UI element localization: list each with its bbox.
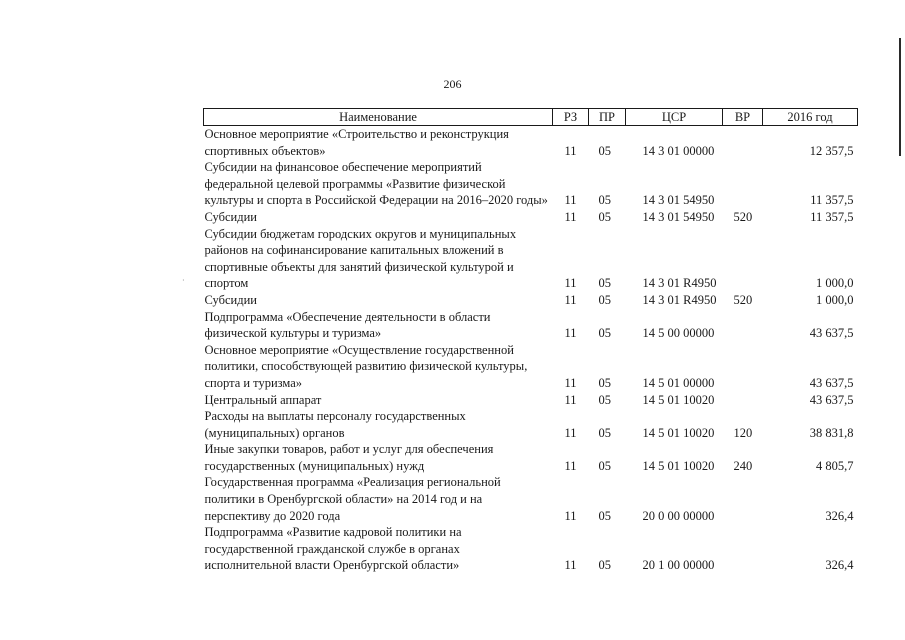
row-csr: 14 5 01 10020 [642, 392, 715, 407]
row-amount: 38 831,8 [809, 425, 854, 440]
budget-table [203, 108, 858, 574]
row-amount: 326,4 [825, 558, 854, 573]
table-row [204, 524, 858, 574]
row-amount: 43 637,5 [809, 375, 854, 390]
row-amount: 43 637,5 [809, 326, 854, 341]
row-vr [723, 342, 763, 392]
header-name: Наименование [204, 109, 553, 126]
header-rz: РЗ [553, 109, 589, 126]
row-pr: 05 [598, 458, 611, 473]
row-rz: 11 [564, 193, 577, 208]
table-header-row [204, 109, 858, 126]
row-vr: 520 [733, 292, 753, 307]
row-rz: 11 [564, 558, 577, 573]
row-amount: 1 000,0 [816, 276, 854, 291]
row-csr: 14 5 00 00000 [642, 326, 715, 341]
row-pr: 05 [598, 392, 611, 407]
row-amount: 4 805,7 [816, 458, 854, 473]
row-rz: 11 [564, 458, 577, 473]
table-row [204, 226, 858, 292]
row-pr: 05 [598, 425, 611, 440]
row-pr: 05 [598, 193, 611, 208]
row-csr: 14 5 01 00000 [642, 375, 715, 390]
row-pr: 05 [598, 326, 611, 341]
scan-speck: · [182, 276, 185, 285]
row-csr: 14 3 01 R4950 [642, 276, 717, 291]
row-csr: 14 3 01 54950 [642, 209, 715, 224]
row-vr [723, 126, 763, 160]
row-rz: 11 [564, 425, 577, 440]
row-csr: 20 0 00 00000 [642, 508, 715, 523]
table-row [204, 209, 858, 226]
row-rz: 11 [564, 143, 577, 158]
row-pr: 05 [598, 143, 611, 158]
row-vr [723, 392, 763, 409]
row-pr: 05 [598, 209, 611, 224]
table-row [204, 292, 858, 309]
row-vr [723, 226, 763, 292]
row-csr: 14 5 01 10020 [642, 425, 715, 440]
row-name: Государственная программа «Реализация региональной политики в Оренбургской области» на 2014 год и на перспективу до 2020 года [204, 475, 501, 523]
row-rz: 11 [564, 508, 577, 523]
table-row [204, 342, 858, 392]
row-name: Основное мероприятие «Осуществление государственной политики, способствующей развитию физической культуры, спорта и туризма» [204, 342, 528, 390]
table-row [204, 474, 858, 524]
row-vr: 520 [733, 209, 753, 224]
row-pr: 05 [598, 292, 611, 307]
row-pr: 05 [598, 558, 611, 573]
row-name: Субсидии на финансовое обеспечение мероприятий федеральной целевой программы «Развитие физической культуры и спорта в Российской Федерации на 2016–2020 годы» [204, 160, 548, 208]
row-amount: 43 637,5 [809, 392, 854, 407]
row-pr: 05 [598, 276, 611, 291]
row-vr [723, 159, 763, 209]
table-row [204, 159, 858, 209]
row-name: Центральный аппарат [204, 392, 322, 407]
row-rz: 11 [564, 392, 577, 407]
row-vr [723, 524, 763, 574]
row-rz: 11 [564, 326, 577, 341]
row-csr: 14 5 01 10020 [642, 458, 715, 473]
header-year: 2016 год [763, 109, 858, 126]
header-pr: ПР [589, 109, 626, 126]
row-amount: 11 357,5 [810, 209, 854, 224]
row-name: Субсидии бюджетам городских округов и муниципальных районов на софинансирование капитальных вложений в спортивные объекты для занятий физической культурой и спортом [204, 226, 517, 291]
table-row [204, 408, 858, 441]
row-name: Субсидии [204, 292, 257, 307]
row-name: Основное мероприятие «Строительство и реконструкция спортивных объектов» [204, 127, 509, 158]
table-row [204, 309, 858, 342]
scan-edge-mark [899, 38, 901, 156]
row-vr [723, 474, 763, 524]
row-vr [723, 309, 763, 342]
header-csr: ЦСР [626, 109, 723, 126]
row-name: Субсидии [204, 209, 257, 224]
row-amount: 12 357,5 [809, 143, 854, 158]
row-name: Расходы на выплаты персоналу государственных (муниципальных) органов [204, 409, 466, 440]
row-name: Подпрограмма «Развитие кадровой политики на государственной гражданской службе в органах исполнительной власти Оренбургской области» [204, 525, 462, 573]
row-amount: 1 000,0 [816, 292, 854, 307]
row-amount: 11 357,5 [810, 193, 854, 208]
row-vr: 240 [733, 458, 753, 473]
table-row [204, 441, 858, 474]
row-name: Подпрограмма «Обеспечение деятельности в области физической культуры и туризма» [204, 309, 491, 341]
row-csr: 14 3 01 00000 [642, 143, 715, 158]
budget-table-container [203, 108, 857, 574]
row-rz: 11 [564, 276, 577, 291]
row-pr: 05 [598, 375, 611, 390]
row-csr: 14 3 01 54950 [642, 193, 715, 208]
table-row [204, 126, 858, 160]
row-pr: 05 [598, 508, 611, 523]
row-vr: 120 [733, 425, 753, 440]
row-csr: 20 1 00 00000 [642, 558, 715, 573]
header-vr: ВР [723, 109, 763, 126]
row-amount: 326,4 [825, 508, 854, 523]
row-rz: 11 [564, 292, 577, 307]
row-rz: 11 [564, 375, 577, 390]
row-rz: 11 [564, 209, 577, 224]
table-body [204, 126, 858, 575]
row-name: Иные закупки товаров, работ и услуг для обеспечения государственных (муниципальных) нужд [204, 442, 494, 473]
row-csr: 14 3 01 R4950 [642, 292, 717, 307]
table-row [204, 392, 858, 409]
page-number: 206 [443, 77, 462, 91]
